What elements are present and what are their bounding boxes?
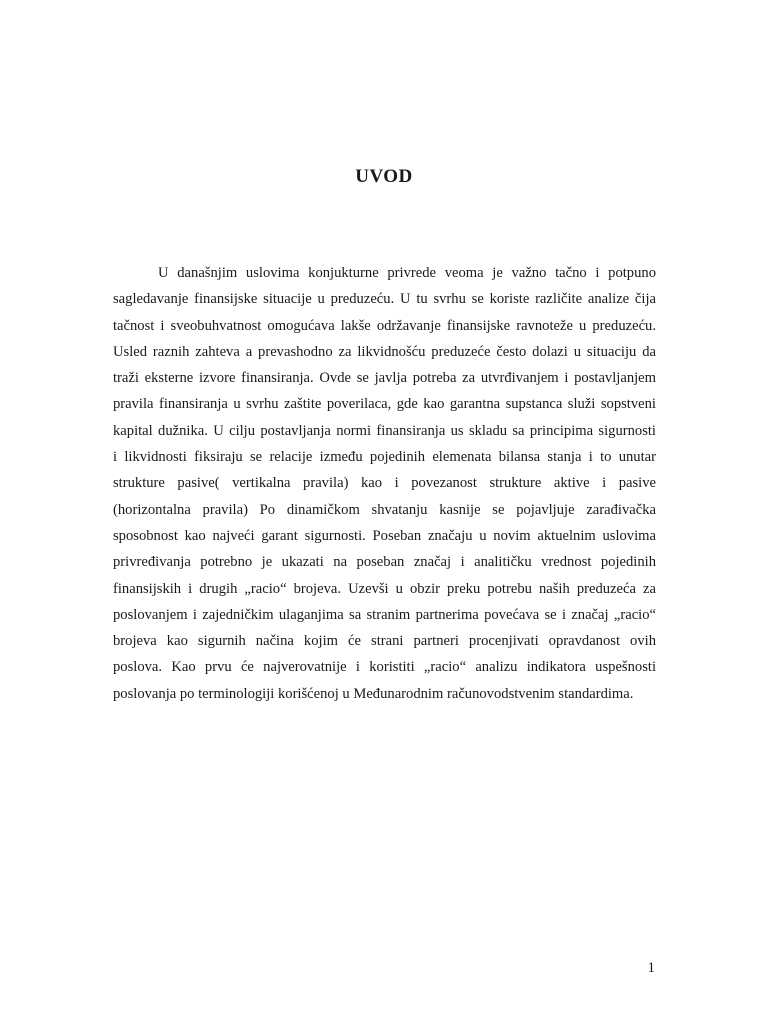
paragraph-line: U današnjim uslovima konjukturne privrede veoma je važno tačno i potpuno [158,265,656,281]
paragraph-line: sagledavanje finansijske situacije u preduzeću. U tu svrhu se koriste različite analize čija [113,291,656,308]
paragraph-line: finansijskih i drugih „racio“ brojeva. Uzevši u obzir preku potrebu naših preduzeća za [113,580,656,597]
paragraph-line: strukture pasive( vertikalna pravila) kao i povezanost strukture aktive i pasive [113,475,656,492]
paragraph-line: brojeva kao sigurnih načina kojim će strani partneri procenjivati opravdanost ovih [113,633,656,650]
paragraph-line: kapital dužnika. U cilju postavljanja normi finansiranja us skladu sa principima sigurnosti [113,422,656,439]
paragraph-line: (horizontalna pravila) Po dinamičkom shvatanju kasnije se pojavljuje zarađivačka [113,501,656,518]
paragraph-line: privređivanja potrebno je ukazati na poseban značaj i analitičku vrednost pojedinih [113,554,656,571]
paragraph-line: poslova. Kao prvu će najverovatnije i koristiti „racio“ analizu indikatora uspešnosti [113,659,656,676]
paragraph-line: poslovanja po terminologiji korišćenoj u Međunarodnim računovodstvenim standardima. [113,685,634,702]
paragraph-line: poslovanjem i zajedničkim ulaganjima sa stranim partnerima povećava se i značaj „racio“ [113,606,656,623]
paragraph-line: Usled raznih zahteva a prevashodno za likvidnošću preduzeće često dolazi u situaciju da [113,343,656,360]
paragraph-line: sposobnost kao najveći garant sigurnosti. Poseban značaju u novim aktuelnim uslovima [113,527,656,544]
page-title: UVOD [355,166,413,187]
introduction-paragraph [113,260,656,707]
paragraph-line: pravila finansiranja u svrhu zaštite poverilaca, gde kao garantna supstanca služi sopstveni [113,396,656,413]
paragraph-line: traži eksterne izvore finansiranja. Ovde se javlja potreba za utvrđivanjem i postavljanjem [113,370,656,387]
paragraph-line: i likvidnosti fiksiraju se relacije između pojedinih elemenata bilansa stanja i to unutar [113,449,656,466]
paragraph-line: tačnost i sveobuhvatnost omogućava lakše održavanje finansijske ravnoteže u preduzeću. [113,317,656,334]
page-number: 1 [647,960,655,976]
